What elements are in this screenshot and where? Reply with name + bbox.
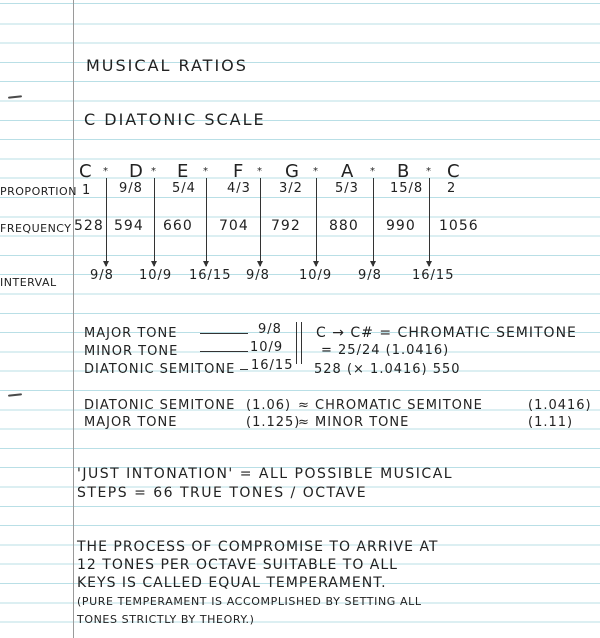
just-intonation-line: STEPS = 66 TRUE TONES / OCTAVE: [77, 485, 368, 501]
dash-line: [200, 333, 248, 334]
binder-mark: [8, 95, 22, 98]
comparison-right-value: (1.0416): [528, 398, 592, 413]
comparison-left-value: (1.06): [246, 398, 292, 413]
proportion-value: 9/8: [119, 181, 143, 196]
frequency-value: 594: [114, 218, 144, 234]
comparison-right-value: (1.11): [528, 415, 574, 430]
note-name: C: [79, 161, 93, 182]
interval-arrow: [373, 178, 374, 266]
note-name: A: [341, 161, 355, 182]
frequency-value: 792: [271, 218, 301, 234]
interval-arrow: [260, 178, 261, 266]
comparison-right-label: ≈ CHROMATIC SEMITONE: [298, 398, 483, 413]
star-mark: *: [103, 166, 108, 177]
comparison-right-label: ≈ MINOR TONE: [298, 415, 410, 430]
dash-line: [200, 351, 248, 352]
star-mark: *: [257, 166, 262, 177]
major-tone-label: MAJOR TONE: [84, 326, 178, 341]
frequency-value: 704: [219, 218, 249, 234]
frequency-value: 528: [74, 218, 104, 234]
note-name: E: [177, 161, 190, 182]
binder-mark: [8, 393, 22, 396]
divider: [296, 322, 297, 364]
note-name: D: [129, 161, 144, 182]
star-mark: *: [203, 166, 208, 177]
interval-value: 9/8: [90, 268, 114, 283]
frequency-value: 990: [386, 218, 416, 234]
proportion-value: 2: [447, 181, 457, 196]
frequency-value: 660: [163, 218, 193, 234]
major-tone-ratio: 9/8: [258, 322, 282, 337]
star-mark: *: [151, 166, 156, 177]
row-label-proportion: PROPORTION: [0, 185, 77, 198]
chromatic-calculation: 528 (× 1.0416) 550: [314, 362, 461, 377]
frequency-value: 880: [329, 218, 359, 234]
note-name: F: [233, 161, 245, 182]
proportion-value: 5/4: [172, 181, 196, 196]
star-mark: *: [426, 166, 431, 177]
proportion-value: 4/3: [227, 181, 251, 196]
note-name: B: [397, 161, 411, 182]
proportion-value: 1: [82, 183, 92, 198]
star-mark: *: [370, 166, 375, 177]
paragraph-line: (PURE TEMPERAMENT IS ACCOMPLISHED BY SETTING ALL: [77, 595, 422, 608]
paragraph-line: 12 TONES PER OCTAVE SUITABLE TO ALL: [77, 557, 398, 573]
diatonic-semitone-ratio: 16/15: [251, 358, 294, 373]
comparison-left-label: MAJOR TONE: [84, 415, 178, 430]
chromatic-semitone-text: C → C# = CHROMATIC SEMITONE: [316, 325, 577, 341]
interval-arrow: [154, 178, 155, 266]
paragraph-line: KEYS IS CALLED EQUAL TEMPERAMENT.: [77, 575, 387, 591]
minor-tone-label: MINOR TONE: [84, 344, 179, 359]
interval-arrow: [429, 178, 430, 266]
divider: [301, 322, 302, 364]
section-heading: C DIATONIC SCALE: [84, 110, 266, 129]
margin-line: [73, 0, 74, 638]
interval-value: 10/9: [299, 268, 333, 283]
proportion-value: 5/3: [335, 181, 359, 196]
frequency-value: 1056: [439, 218, 479, 234]
dash-line: [240, 369, 248, 370]
row-label-frequency: FREQUENCY: [0, 222, 72, 235]
interval-arrow: [316, 178, 317, 266]
interval-value: 16/15: [189, 268, 232, 283]
row-label-interval: INTERVAL: [0, 276, 57, 289]
note-name: C: [447, 161, 461, 182]
paragraph-line: THE PROCESS OF COMPROMISE TO ARRIVE AT: [77, 539, 439, 555]
star-mark: *: [313, 166, 318, 177]
interval-value: 16/15: [412, 268, 455, 283]
interval-value: 9/8: [246, 268, 270, 283]
interval-value: 9/8: [358, 268, 382, 283]
comparison-left-value: (1.125): [246, 415, 301, 430]
comparison-left-label: DIATONIC SEMITONE: [84, 398, 236, 413]
note-name: G: [285, 161, 300, 182]
interval-arrow: [106, 178, 107, 266]
diatonic-semitone-label: DIATONIC SEMITONE: [84, 362, 236, 377]
minor-tone-ratio: 10/9: [250, 340, 284, 355]
chromatic-ratio: = 25/24 (1.0416): [321, 343, 450, 358]
page-title: MUSICAL RATIOS: [86, 56, 248, 75]
interval-arrow: [206, 178, 207, 266]
proportion-value: 3/2: [279, 181, 303, 196]
proportion-value: 15/8: [390, 181, 424, 196]
interval-value: 10/9: [139, 268, 173, 283]
paragraph-line: TONES STRICTLY BY THEORY.): [77, 613, 255, 626]
just-intonation-line: 'JUST INTONATION' = ALL POSSIBLE MUSICAL: [77, 466, 454, 482]
